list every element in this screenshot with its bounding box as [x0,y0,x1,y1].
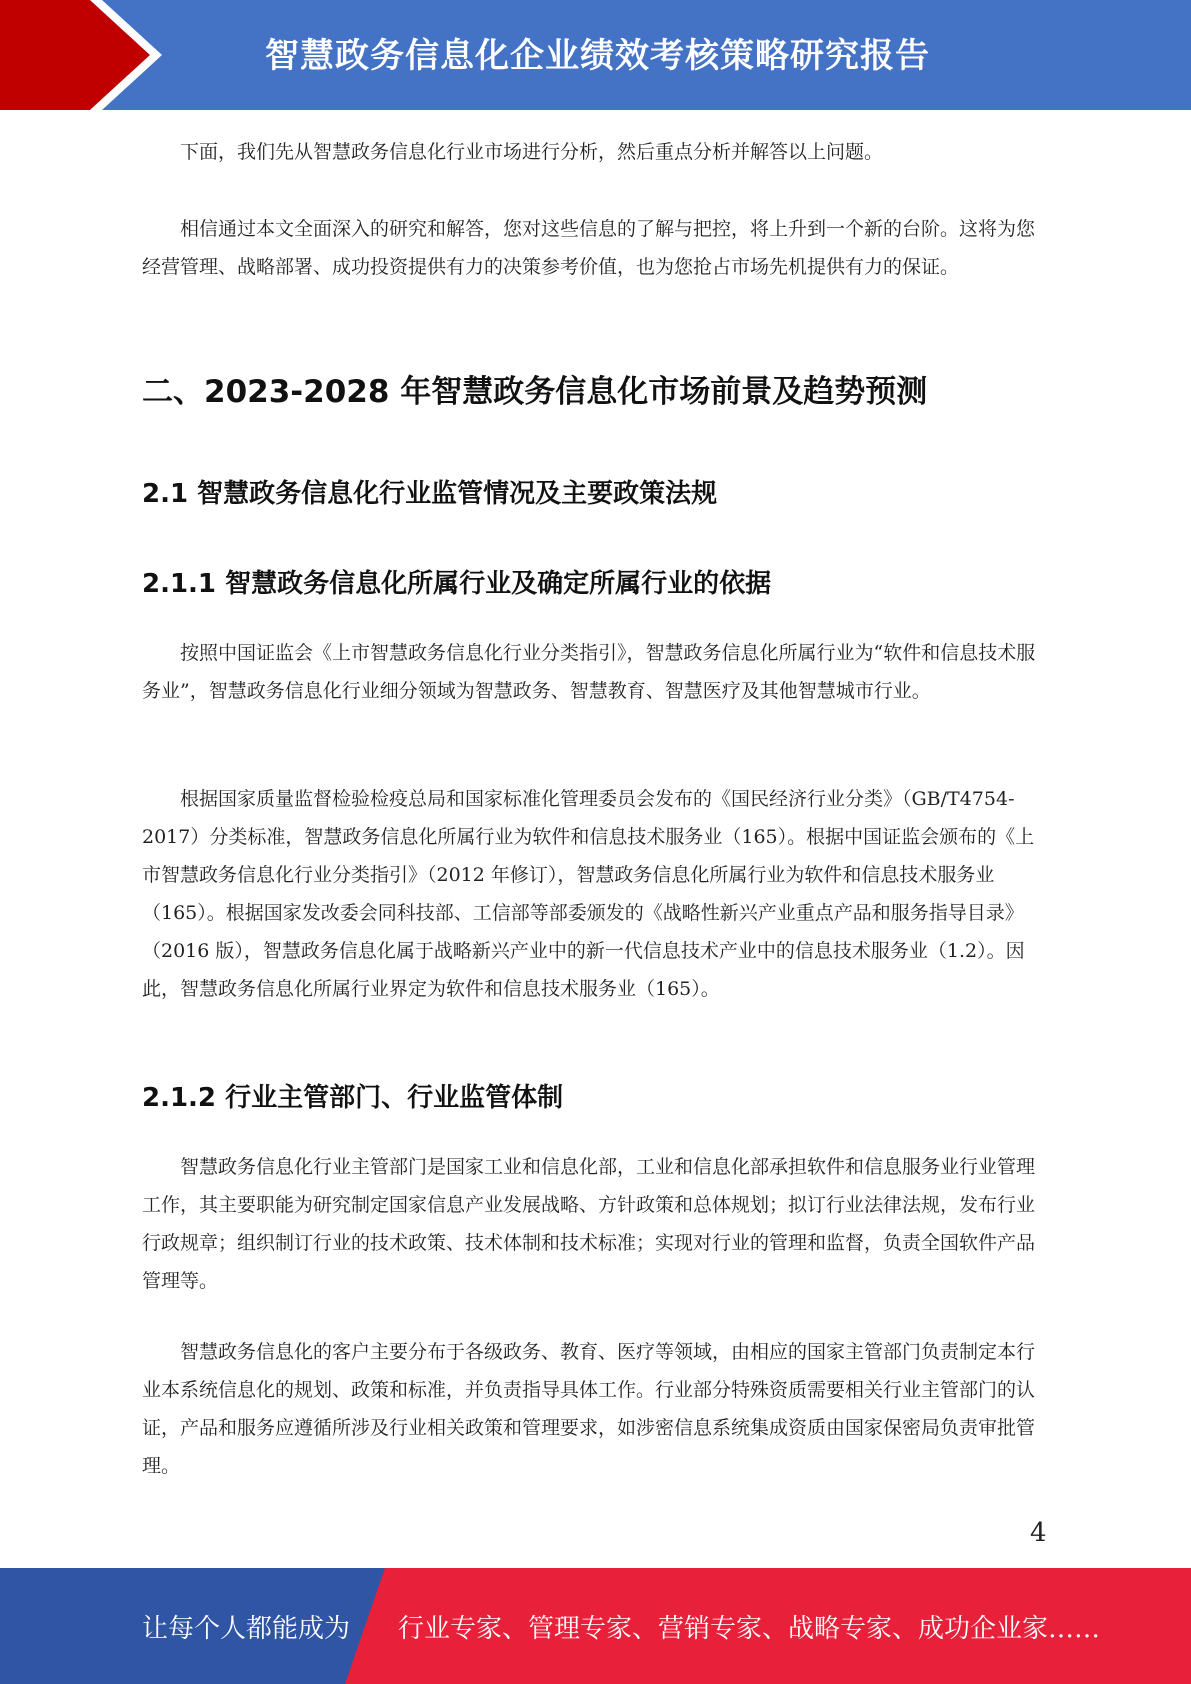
page-header [0,0,1191,110]
footer-slogan-right: 行业专家、管理专家、营销专家、战略专家、成功企业家…… [398,1614,1101,1644]
section-2-heading: 二、2023-2028 年智慧政务信息化市场前景及趋势预测 [142,374,928,410]
intro-paragraph-2: 相信通过本文全面深入的研究和解答，您对这些信息的了解与把控，将上升到一个新的台阶。这将为您经营管理、战略部署、成功投资提供有力的决策参考价值，也为您抢占市场先机提供有力的保证。 [142,218,1036,278]
page-footer [0,1568,1191,1684]
section-2-1-1-paragraph-1: 按照中国证监会《上市智慧政务信息化行业分类指引》，智慧政务信息化所属行业为“软件和信息技术服务业”，智慧政务信息化行业细分领域为智慧政务、智慧教育、智慧医疗及其他智慧城市行业。 [142,642,1036,702]
section-2-1-2-paragraph-1: 智慧政务信息化行业主管部门是国家工业和信息化部，工业和信息化部承担软件和信息服务业行业管理工作，其主要职能为研究制定国家信息产业发展战略、方针政策和总体规划；拟订行业法律法规，发布行业行政规章；组织制订行业的技术政策、技术体制和技术标准；实现对行业的管理和监督，负责全国软件产品管理等。 [142,1156,1036,1292]
section-2-1-2-paragraph-2: 智慧政务信息化的客户主要分布于各级政务、教育、医疗等领域，由相应的国家主管部门负责制定本行业本系统信息化的规划、政策和标准，并负责指导具体工作。行业部分特殊资质需要相关行业主管部门的认证，产品和服务应遵循所涉及行业相关政策和管理要求，如涉密信息系统集成资质由国家保密局负责审批管理。 [142,1341,1036,1477]
footer-slogan-left: 让每个人都能成为 [142,1614,351,1644]
section-2-1-1-paragraph-2: 根据国家质量监督检验检疫总局和国家标准化管理委员会发布的《国民经济行业分类》（GB/T4754-2017）分类标准，智慧政务信息化所属行业为软件和信息技术服务业（165）。根据中国证监会颁布的《上市智慧政务信息化行业分类指引》（2012 年修订），智慧政务信息化所属行业为软件和信息技术服务业（165）。根据国家发改委会同科技部、工信部等部委颁发的《战略性新兴产业重点产品和服务指导目录》（2016 版），智慧政务信息化属于战略新兴产业中的新一代信息技术产业中的信息技术服务业（1.2）。因此，智慧政务信息化所属行业界定为软件和信息技术服务业（165）。 [142,788,1035,1000]
page-number: 4 [1030,1518,1047,1548]
header-red-arrow [0,0,150,110]
intro-paragraph-1: 下面，我们先从智慧政务信息化行业市场进行分析，然后重点分析并解答以上问题。 [180,141,884,163]
section-2-1-heading: 2.1 智慧政务信息化行业监管情况及主要政策法规 [142,479,718,509]
section-2-1-1-heading: 2.1.1 智慧政务信息化所属行业及确定所属行业的依据 [142,569,772,599]
section-2-1-2-heading: 2.1.2 行业主管部门、行业监管体制 [142,1083,564,1113]
report-title: 智慧政务信息化企业绩效考核策略研究报告 [265,36,930,76]
